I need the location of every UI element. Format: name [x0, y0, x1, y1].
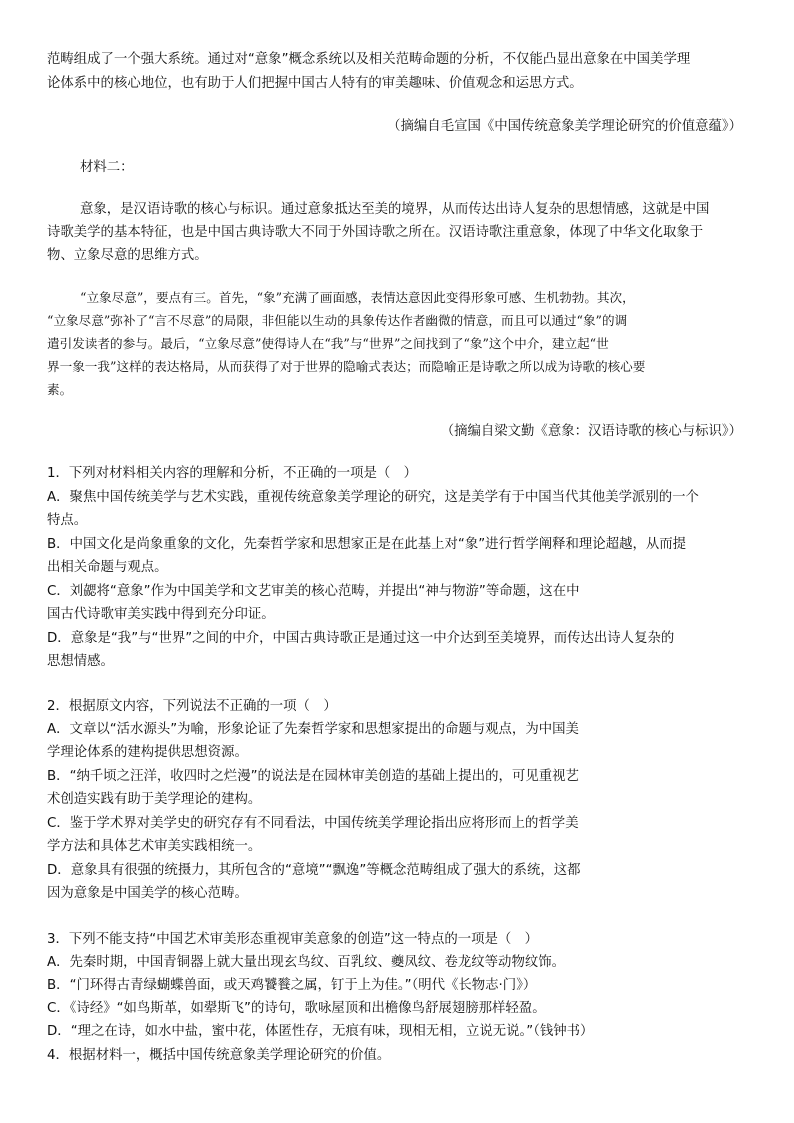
question-stem: 2．根据原文内容，下列说法不正确的一项（ ）	[47, 699, 337, 714]
option-a-cont: 学理论体系的建构提供思想资源。	[47, 745, 248, 760]
question-stem: 3．下列不能支持“中国艺术审美形态重视审美意象的创造”这一特点的一项是（ ）	[47, 932, 539, 947]
option-d-cont: 因为意象是中国美学的核心范畴。	[47, 886, 248, 901]
section-heading: 材料二：	[80, 160, 134, 175]
option-b-cont: 出相关命题与观点。	[47, 560, 168, 575]
text-line: 意象，是汉语诗歌的核心与标识。通过意象抵达至美的境界，从而传达出诗人复杂的思想情感，这就是中国	[80, 202, 710, 217]
option-b[interactable]: B．“门环得古青绿蝴蝶兽面，或天鸡饕餮之属，钉于上为佳。”（明代《长物志·门》）	[47, 978, 537, 993]
option-c[interactable]: C．刘勰将“意象”作为中国美学和文艺审美的核心范畴，并提出“神与物游”等命题，这在中	[47, 584, 580, 599]
option-a[interactable]: A．文章以“活水源头”为喻，形象论证了先秦哲学家和思想家提出的命题与观点，为中国美	[47, 722, 579, 737]
option-c-cont: 国古代诗歌审美实践中得到充分印证。	[47, 607, 275, 622]
source-citation: （摘编自梁文勤《意象：汉语诗歌的核心与标识》）	[440, 424, 742, 439]
option-b-cont: 术创造实践有助于美学理论的建构。	[47, 792, 262, 807]
option-d[interactable]: D．“理之在诗，如水中盐，蜜中花，体匿性存，无痕有味，现相无相，立说无说。”（钱钟书）	[47, 1024, 594, 1039]
option-b[interactable]: B．“纳千顷之汪洋，收四时之烂漫”的说法是在园林审美创造的基础上提出的，可见重视艺	[47, 769, 579, 784]
option-c[interactable]: C．《诗经》“如鸟斯革，如翚斯飞”的诗句，歌咏屋顶和出檐像鸟舒展翅膀那样轻盈。	[47, 1001, 546, 1016]
option-d[interactable]: D．意象是“我”与“世界”之间的中介，中国古典诗歌正是通过这一中介达到至美境界，而传达出诗人复杂的	[47, 631, 675, 646]
question-stem: 1．下列对材料相关内容的理解和分析，不正确的一项是（ ）	[47, 466, 418, 481]
option-d-cont: 思想情感。	[47, 654, 114, 669]
text-line: “立象尽意”弥补了“言不尽意”的局限，非但能以生动的具象传达作者幽微的情意，而且可以通过“象”的调	[47, 313, 628, 328]
text-line: 论体系中的核心地位，也有助于人们把握中国古人特有的审美趣味、价值观念和运思方式。	[47, 76, 583, 91]
text-line: 界一象一我”这样的表达格局，从而获得了对于世界的隐喻式表达；而隐喻正是诗歌之所以成为诗歌的核心要	[47, 359, 646, 374]
source-citation: （摘编自毛宣国《中国传统意象美学理论研究的价值意蕴》）	[387, 119, 742, 134]
option-a[interactable]: A．先秦时期，中国青铜器上就大量出现玄鸟纹、百乳纹、夔凤纹、卷龙纹等动物纹饰。	[47, 955, 566, 970]
text-line: 素。	[47, 382, 73, 397]
question-stem: 4．根据材料一，概括中国传统意象美学理论研究的价值。	[47, 1048, 391, 1063]
option-c[interactable]: C．鉴于学术界对美学史的研究存有不同看法，中国传统美学理论指出应将形而上的哲学美	[47, 816, 579, 831]
text-line: 遣引发读者的参与。最后，“立象尽意”使得诗人在“我”与“世界”之间找到了“象”这个中介，建立起“世	[47, 336, 609, 351]
text-line: “立象尽意”，要点有三。首先，“象”充满了画面感，表情达意因此变得形象可感、生机勃勃。其次，	[80, 290, 635, 305]
option-c-cont: 学方法和具体艺术审美实践相统一。	[47, 839, 262, 854]
option-b[interactable]: B．中国文化是尚象重象的文化，先秦哲学家和思想家正是在此基上对“象”进行哲学阐释和理论超越，从而提	[47, 537, 687, 552]
text-line: 诗歌美学的基本特征，也是中国古典诗歌大不同于外国诗歌之所在。汉语诗歌注重意象，体现了中华文化取象于	[47, 225, 704, 240]
text-line: 物、立象尽意的思维方式。	[47, 248, 208, 263]
option-a-cont: 特点。	[47, 513, 88, 528]
text-line: 范畴组成了一个强大系统。通过对“意象”概念系统以及相关范畴命题的分析，不仅能凸显出意象在中国美学理	[47, 52, 691, 67]
option-a[interactable]: A．聚焦中国传统美学与艺术实践，重视传统意象美学理论的研究，这是美学有于中国当代其他美学派别的一个	[47, 490, 699, 505]
option-d[interactable]: D．意象具有很强的统摄力，其所包含的“意境”“飘逸”等概念范畴组成了强大的系统，这都	[47, 863, 581, 878]
